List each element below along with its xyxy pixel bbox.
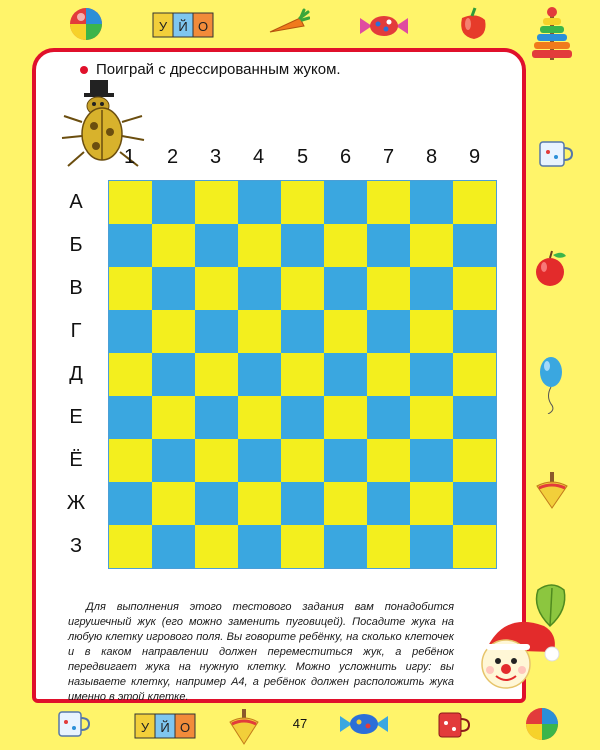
instruction-heading — [80, 61, 341, 78]
board-cell-Г2[interactable] — [152, 310, 195, 353]
board-cell-Г4[interactable] — [238, 310, 281, 353]
board-cell-Г8[interactable] — [410, 310, 453, 353]
column-label: 4 — [252, 146, 265, 168]
board-cell-В5[interactable] — [281, 267, 324, 310]
board-cell-Д5[interactable] — [281, 353, 324, 396]
board-cell-Д9[interactable] — [453, 353, 496, 396]
board-cell-Ё8[interactable] — [410, 439, 453, 482]
board-cell-Г3[interactable] — [195, 310, 238, 353]
board-cell-Д6[interactable] — [324, 353, 367, 396]
board-cell-Г7[interactable] — [367, 310, 410, 353]
board-cell-Ё2[interactable] — [152, 439, 195, 482]
board-cell-З3[interactable] — [195, 525, 238, 568]
board-cell-Е9[interactable] — [453, 396, 496, 439]
board-cell-Д2[interactable] — [152, 353, 195, 396]
board-cell-Е1[interactable] — [109, 396, 152, 439]
block-letter: О — [179, 720, 191, 735]
column-label: 8 — [425, 146, 438, 168]
board-cell-Ж1[interactable] — [109, 482, 152, 525]
board-cell-Б5[interactable] — [281, 224, 324, 267]
pyramid-toy-icon — [530, 6, 574, 66]
board-cell-А9[interactable] — [453, 181, 496, 224]
board-cell-Ё4[interactable] — [238, 439, 281, 482]
row-label: Ё — [69, 449, 83, 471]
board-cell-Г9[interactable] — [453, 310, 496, 353]
row-label: В — [69, 277, 83, 299]
board-cell-А3[interactable] — [195, 181, 238, 224]
row-label: Д — [69, 363, 83, 385]
page-number: 47 — [292, 716, 308, 731]
board-cell-Е2[interactable] — [152, 396, 195, 439]
candy-icon — [338, 710, 390, 738]
ball-icon — [68, 6, 104, 42]
board-cell-Д1[interactable] — [109, 353, 152, 396]
board-cell-Е3[interactable] — [195, 396, 238, 439]
board-cell-З9[interactable] — [453, 525, 496, 568]
board-cell-А8[interactable] — [410, 181, 453, 224]
mug-icon — [537, 138, 573, 170]
row-label: Е — [69, 406, 83, 428]
row-label: Б — [69, 234, 83, 256]
block-letter: У — [140, 720, 150, 735]
board-cell-В7[interactable] — [367, 267, 410, 310]
board-cell-Б8[interactable] — [410, 224, 453, 267]
column-label: 2 — [166, 146, 179, 168]
mug-icon — [56, 708, 90, 740]
apple-icon — [532, 248, 572, 288]
board-cell-Д4[interactable] — [238, 353, 281, 396]
board-cell-Ж8[interactable] — [410, 482, 453, 525]
block-letter: Й — [178, 19, 188, 34]
column-label: 9 — [468, 146, 481, 168]
board-cell-Ж2[interactable] — [152, 482, 195, 525]
board-cell-Ё9[interactable] — [453, 439, 496, 482]
board-cell-Г6[interactable] — [324, 310, 367, 353]
board-cell-Б7[interactable] — [367, 224, 410, 267]
board-cell-Б4[interactable] — [238, 224, 281, 267]
board-cell-З5[interactable] — [281, 525, 324, 568]
board-cell-Г1[interactable] — [109, 310, 152, 353]
bullet-icon — [80, 66, 88, 74]
board-cell-Д8[interactable] — [410, 353, 453, 396]
board-cell-Ё1[interactable] — [109, 439, 152, 482]
row-label: Ж — [66, 492, 86, 514]
board-cell-Ж9[interactable] — [453, 482, 496, 525]
instruction-text: Поиграй с дрессированным жуком. — [96, 61, 341, 78]
board-cell-В3[interactable] — [195, 267, 238, 310]
board-cell-А6[interactable] — [324, 181, 367, 224]
board-cell-З7[interactable] — [367, 525, 410, 568]
balloon-icon — [536, 354, 566, 414]
board-cell-Б6[interactable] — [324, 224, 367, 267]
board-cell-З1[interactable] — [109, 525, 152, 568]
board-cell-Д3[interactable] — [195, 353, 238, 396]
board-cell-Д7[interactable] — [367, 353, 410, 396]
teacher-note: Для выполнения этого тестового задания вам понадобится игрушечный жук (его можно заменить пуговицей). Посадите жука на любую клетку игрового поля. Вы говорите ребёнку, на сколько клеточек и в каком направлении должен переместиться жук, а ребёнок передвигает жука на нужную клетку. Можно усложнить игру: вы называете клетку, например А4, а ребёнок должен расположить жука именно в этой клетке. — [68, 601, 454, 703]
board-cell-В4[interactable] — [238, 267, 281, 310]
board-cell-Е6[interactable] — [324, 396, 367, 439]
board-cell-Ж7[interactable] — [367, 482, 410, 525]
column-label: 7 — [382, 146, 395, 168]
row-label: А — [69, 191, 83, 213]
board-cell-Ж3[interactable] — [195, 482, 238, 525]
board-cell-А4[interactable] — [238, 181, 281, 224]
board-cell-А5[interactable] — [281, 181, 324, 224]
block-letter: У — [158, 19, 168, 34]
block-letter: Й — [160, 720, 170, 735]
board-cell-Б9[interactable] — [453, 224, 496, 267]
board-cell-В8[interactable] — [410, 267, 453, 310]
board-cell-Ж6[interactable] — [324, 482, 367, 525]
board-cell-В9[interactable] — [453, 267, 496, 310]
board-cell-В6[interactable] — [324, 267, 367, 310]
spinning-top-icon — [535, 470, 569, 510]
candy-icon — [358, 12, 410, 40]
board-cell-З2[interactable] — [152, 525, 195, 568]
board-cell-Ж4[interactable] — [238, 482, 281, 525]
board-cell-Е4[interactable] — [238, 396, 281, 439]
board-cell-Е5[interactable] — [281, 396, 324, 439]
board-cell-Б1[interactable] — [109, 224, 152, 267]
board-cell-А2[interactable] — [152, 181, 195, 224]
block-letter: О — [197, 19, 209, 34]
board-cell-Е7[interactable] — [367, 396, 410, 439]
ball-icon — [524, 706, 560, 742]
board-cell-Ё6[interactable] — [324, 439, 367, 482]
spinning-top-icon — [228, 708, 260, 746]
board-cell-В2[interactable] — [152, 267, 195, 310]
board-cell-Ё7[interactable] — [367, 439, 410, 482]
board-cell-Ж5[interactable] — [281, 482, 324, 525]
column-label: 6 — [339, 146, 352, 168]
board-cell-А7[interactable] — [367, 181, 410, 224]
toy-blocks-icon — [152, 10, 214, 40]
board-cell-З8[interactable] — [410, 525, 453, 568]
board-cell-Ё5[interactable] — [281, 439, 324, 482]
board-cell-В1[interactable] — [109, 267, 152, 310]
carrot-icon — [266, 8, 310, 40]
cup-icon — [436, 708, 470, 742]
column-label: 3 — [209, 146, 222, 168]
toy-blocks-icon — [134, 712, 196, 740]
board-cell-Б2[interactable] — [152, 224, 195, 267]
board-cell-Ё3[interactable] — [195, 439, 238, 482]
board-cell-З6[interactable] — [324, 525, 367, 568]
board-cell-А1[interactable] — [109, 181, 152, 224]
clown-face-icon — [466, 616, 562, 702]
row-label: Г — [70, 320, 82, 342]
board-cell-Б3[interactable] — [195, 224, 238, 267]
column-label: 1 — [123, 146, 136, 168]
pepper-icon — [454, 6, 492, 42]
row-label: З — [69, 535, 83, 557]
board-cell-Г5[interactable] — [281, 310, 324, 353]
board-cell-З4[interactable] — [238, 525, 281, 568]
game-board — [108, 180, 497, 569]
board-cell-Е8[interactable] — [410, 396, 453, 439]
column-label: 5 — [296, 146, 309, 168]
